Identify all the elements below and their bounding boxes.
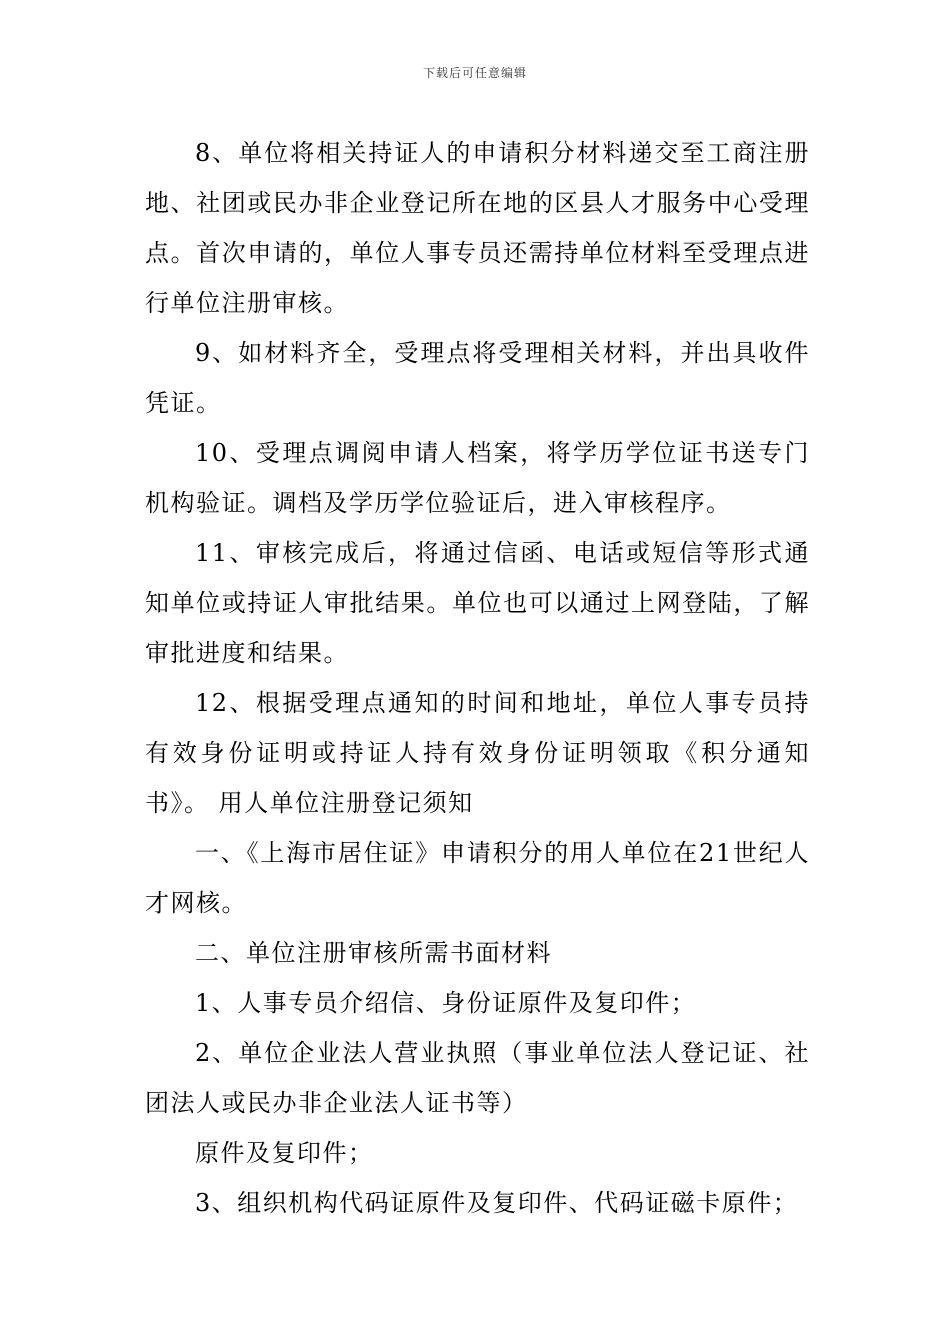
- paragraph-step-11: 11、审核完成后，将通过信函、电话或短信等形式通知单位或持证人审批结果。单位也可以通过上网登陆，了解审批进度和结果。: [145, 539, 810, 667]
- paragraph-step-10: 10、受理点调阅申请人档案，将学历学位证书送专门机构验证。调档及学历学位验证后，进入审核程序。: [145, 439, 810, 517]
- paragraph-step-9: 9、如材料齐全，受理点将受理相关材料，并出具收件凭证。: [145, 339, 810, 417]
- paragraph-material-2-cont: 原件及复印件；: [195, 1139, 374, 1167]
- paragraph-step-12: 12、根据受理点通知的时间和地址，单位人事专员持有效身份证明或持证人持有效身份证明领取《积分通知书》。 用人单位注册登记须知: [145, 689, 810, 817]
- paragraph-section-1: 一、《上海市居住证》申请积分的用人单位在21世纪人才网核。: [145, 839, 810, 917]
- paragraph-section-2: 二、单位注册审核所需书面材料: [195, 939, 552, 967]
- header-note: 下载后可任意编辑: [422, 66, 527, 80]
- paragraph-material-3: 3、组织机构代码证原件及复印件、代码证磁卡原件；: [195, 1189, 799, 1217]
- paragraph-step-8: 8、单位将相关持证人的申请积分材料递交至工商注册地、社团或民办非企业登记所在地的区县人才服务中心受理点。首次申请的，单位人事专员还需持单位材料至受理点进行单位注册审核。: [145, 139, 810, 317]
- document-body: [145, 128, 810, 1228]
- paragraph-material-1: 1、人事专员介绍信、身份证原件及复印件；: [195, 989, 697, 1017]
- paragraph-material-2: 2、单位企业法人营业执照（事业单位法人登记证、社团法人或民办非企业法人证书等）: [145, 1039, 810, 1117]
